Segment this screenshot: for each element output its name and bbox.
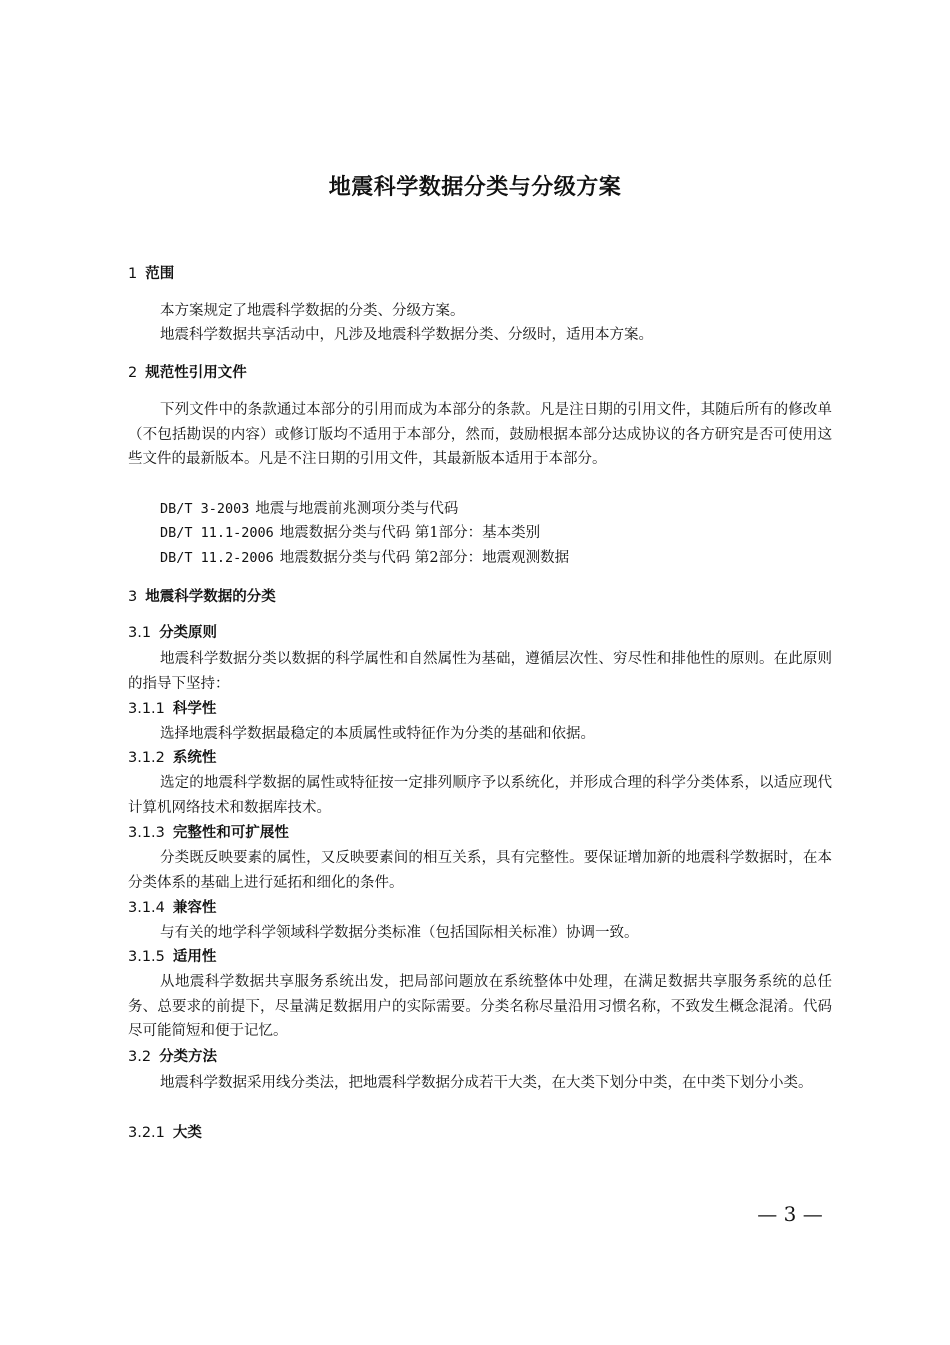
subsection-heading-3-2-1 xyxy=(128,1122,202,1144)
paragraph: 地震科学数据分类以数据的科学属性和自然属性为基础，遵循层次性、穷尽性和排他性的原则。在此原则的指导下坚持： xyxy=(128,651,832,692)
reference-title: 地震数据分类与代码 第1部分：基本类别 xyxy=(279,525,541,541)
subsection-heading-3-1-3 xyxy=(128,822,289,844)
section-heading-2 xyxy=(128,362,247,384)
section-number: 3.1.1 xyxy=(128,701,165,717)
paragraph: 本方案规定了地震科学数据的分类、分级方案。 xyxy=(160,303,465,319)
section-number: 3.1.4 xyxy=(128,900,165,916)
section-heading-1 xyxy=(128,263,174,285)
page-number: — 3 — xyxy=(757,1202,823,1226)
paragraph: 地震科学数据共享活动中，凡涉及地震科学数据分类、分级时，适用本方案。 xyxy=(160,327,653,343)
document-title: 地震科学数据分类与分级方案 xyxy=(328,175,622,200)
section-number: 1 xyxy=(128,266,138,282)
reference-code: DB/T 11.2-2006 xyxy=(160,550,274,566)
subsection-heading-3-1-2 xyxy=(128,747,216,769)
section-number: 3.2 xyxy=(128,1049,152,1065)
paragraph: 选定的地震科学数据的属性或特征按一定排列顺序予以系统化，并形成合理的科学分类体系，以适应现代计算机网络技术和数据库技术。 xyxy=(128,775,832,816)
subsection-heading-3-1-1 xyxy=(128,698,216,720)
paragraph: 从地震科学数据共享服务系统出发，把局部问题放在系统整体中处理，在满足数据共享服务系统的总任务、总要求的前提下，尽量满足数据用户的实际需要。分类名称尽量沿用习惯名称，不致发生概念混淆。代码尽可能简短和便于记忆。 xyxy=(128,974,832,1039)
section-title: 范围 xyxy=(145,266,175,282)
reference-code: DB/T 11.1-2006 xyxy=(160,525,274,541)
reference-title: 地震与地震前兆测项分类与代码 xyxy=(255,501,459,517)
subsection-heading-3-1-5 xyxy=(128,946,216,968)
reference-code: DB/T 3-2003 xyxy=(160,501,250,517)
section-number: 3 xyxy=(128,589,138,605)
reference-item xyxy=(160,546,569,571)
paragraph: 地震科学数据采用线分类法，把地震科学数据分成若干大类，在大类下划分中类，在中类下划分小类。 xyxy=(160,1075,813,1091)
paragraph: 下列文件中的条款通过本部分的引用而成为本部分的条款。凡是注日期的引用文件，其随后所有的修改单（不包括勘误的内容）或修订版均不适用于本部分，然而，鼓励根据本部分达成协议的各方研究是否可使用这些文件的最新版本。凡是不注日期的引用文件，其最新版本适用于本部分。 xyxy=(128,402,832,467)
section-number: 3.1 xyxy=(128,625,152,641)
paragraph: 与有关的地学科学领域科学数据分类标准（包括国际相关标准）协调一致。 xyxy=(160,925,639,941)
reference-item xyxy=(160,497,458,522)
section-title: 系统性 xyxy=(172,750,217,766)
subsection-heading-3-2 xyxy=(128,1046,217,1068)
section-title: 分类原则 xyxy=(159,625,218,641)
section-number: 3.1.2 xyxy=(128,750,165,766)
section-number: 3.2.1 xyxy=(128,1125,165,1141)
reference-title: 地震数据分类与代码 第2部分：地震观测数据 xyxy=(279,550,570,566)
section-title: 完整性和可扩展性 xyxy=(172,825,289,841)
section-title: 适用性 xyxy=(172,949,217,965)
subsection-heading-3-1 xyxy=(128,622,217,644)
reference-item xyxy=(160,521,540,546)
section-title: 兼容性 xyxy=(172,900,217,916)
section-number: 3.1.3 xyxy=(128,825,165,841)
section-title: 规范性引用文件 xyxy=(145,365,247,381)
section-title: 分类方法 xyxy=(159,1049,218,1065)
section-title: 地震科学数据的分类 xyxy=(145,589,276,605)
section-title: 科学性 xyxy=(172,701,217,717)
section-title: 大类 xyxy=(172,1125,202,1141)
paragraph: 分类既反映要素的属性，又反映要素间的相互关系，具有完整性。要保证增加新的地震科学数据时，在本分类体系的基础上进行延拓和细化的条件。 xyxy=(128,850,832,891)
section-number: 3.1.5 xyxy=(128,949,165,965)
section-number: 2 xyxy=(128,365,138,381)
paragraph: 选择地震科学数据最稳定的本质属性或特征作为分类的基础和依据。 xyxy=(160,726,595,742)
subsection-heading-3-1-4 xyxy=(128,897,216,919)
section-heading-3 xyxy=(128,586,276,608)
